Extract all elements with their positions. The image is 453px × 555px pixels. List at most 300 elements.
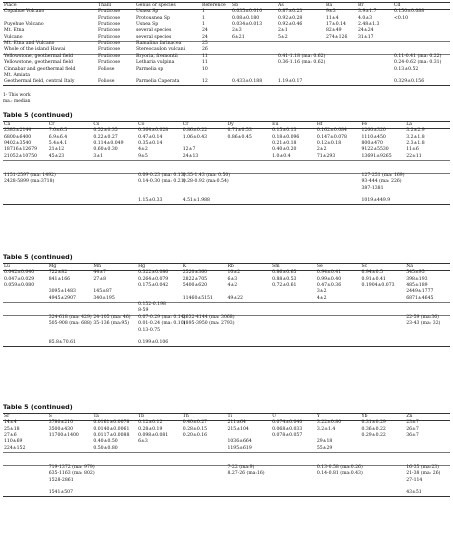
col-header: U xyxy=(271,414,316,421)
table-cell: 1019±449.9 xyxy=(361,199,406,205)
table-cell: 2632-4144 (ma: 3068) xyxy=(182,315,235,321)
table-cell: 44±7 xyxy=(93,270,106,276)
table-cell: 0.059±0.080 xyxy=(4,282,35,288)
table-cell: 27-114 xyxy=(406,477,423,483)
table-cell: Mt. Amiata xyxy=(4,73,30,79)
table-cell: 0.042±0.040 xyxy=(4,270,35,276)
table-cell: Parmelia sp xyxy=(136,66,164,72)
table-cell: 274±126 xyxy=(326,34,348,40)
table-cell: Usnea Sp xyxy=(136,9,159,15)
table-cell: 11460±5151 xyxy=(182,295,213,301)
table-cell: 545±95 xyxy=(406,270,425,276)
table-cell: 0.24-0.62 (ma: 0.31) xyxy=(394,60,442,66)
table-cell: 4.0±3 xyxy=(358,15,373,21)
col-header-thalli: Thalli xyxy=(97,3,135,10)
table-cell: 6800±6400 xyxy=(4,134,32,140)
col-header: Mn xyxy=(92,264,137,271)
table-cell: 49±22 xyxy=(227,295,243,301)
table-cell: 25±18 xyxy=(4,426,20,432)
table-cell: Foliose xyxy=(97,80,135,86)
table-cell: 9±3 xyxy=(326,9,336,15)
table-cell: Mt. Etna xyxy=(4,28,25,34)
table-cell: several species xyxy=(136,28,172,34)
table-cell: 16-35 (ma:23) xyxy=(405,465,450,471)
table-cell: 0.28±0.19 xyxy=(138,426,163,432)
table-cell: 0.35-1.43 (ma: 0.50) xyxy=(182,173,231,179)
table-cell: 0.13-0.75 xyxy=(138,327,161,333)
table-cell: 0.92±0.28 xyxy=(278,15,303,21)
table-cell: 24±24 xyxy=(358,28,374,34)
table-cell: 18716±12679 xyxy=(4,147,38,153)
table-cell: 3.2±1.4 xyxy=(316,426,336,432)
table-cell: Fruticose xyxy=(98,28,121,34)
table-cell xyxy=(3,341,48,347)
table-cell: Geothermal field, central Italy xyxy=(3,80,97,86)
table-cell: 0.078±0.057 xyxy=(272,432,303,438)
table-cell: 324-618 (ma: 429) xyxy=(48,315,92,321)
table-cell xyxy=(405,199,450,205)
table-cell: 4.51±1.988 xyxy=(182,199,227,205)
table-cell: 9402±3540 xyxy=(4,140,32,146)
table5b-body xyxy=(3,128,450,205)
table-cell: 722±82 xyxy=(48,270,68,276)
table-cell: 11±6 xyxy=(406,147,419,153)
table-row xyxy=(3,491,450,497)
table-cell: 0.40±0.20 xyxy=(272,147,297,153)
table-row xyxy=(3,80,450,86)
table-cell: 0.60±0.30 xyxy=(93,147,118,153)
table-cell: 43±51 xyxy=(405,491,450,497)
table-cell: 35-136 (ma:95) xyxy=(93,321,130,327)
table-cell xyxy=(92,491,137,497)
table-cell xyxy=(182,341,227,347)
table-cell: 0.047±0.029 xyxy=(4,276,35,282)
table-cell: 0.14-0.81 (ma:0.43) xyxy=(316,471,363,477)
table-cell xyxy=(92,199,137,205)
col-header: Sm xyxy=(271,264,316,271)
table-cell: 0.199±0.106 xyxy=(137,341,182,347)
table-cell: 17±0.14 xyxy=(326,21,346,27)
table-cell: 23-43 (ma: 32) xyxy=(406,321,441,327)
col-header: Cr xyxy=(182,122,227,129)
table-cell: Fruticose xyxy=(98,15,121,21)
col-header-ba: Ba xyxy=(325,3,357,10)
table-cell: 1200±320 xyxy=(361,128,386,134)
col-header: Y xyxy=(316,414,361,421)
table-cell xyxy=(3,199,48,205)
table-cell: 1.06±0.43 xyxy=(182,134,208,140)
table-cell: 21±12 xyxy=(48,147,65,153)
table-cell: 1541±507 xyxy=(48,491,93,497)
table-cell: 0.36-1.16 (ma: 0.62) xyxy=(278,60,326,66)
table-cell: 14±4 xyxy=(4,420,17,426)
table-cell: 5.4±4.1 xyxy=(48,140,68,146)
table-cell: <0.10 xyxy=(394,15,409,21)
table-cell: 0.0161±0.0078 xyxy=(93,420,130,426)
table-cell: 215±104 xyxy=(227,426,249,432)
table-cell: 27±8 xyxy=(93,276,106,282)
col-header: Yb xyxy=(361,414,406,421)
footnote-median: ma.: median xyxy=(3,99,31,104)
table-cell: 0.0140±0.0061 xyxy=(93,426,130,432)
table-cell: 0.35±0.14 xyxy=(138,140,163,146)
table-cell: 25 xyxy=(201,41,231,47)
table-cell xyxy=(325,80,357,86)
table-cell: 0.329±0.156 xyxy=(393,80,450,86)
table-cell: 0.264±0.079 xyxy=(138,276,169,282)
table-cell: 3.2±1.8 xyxy=(406,134,425,140)
table-cell: 55±29 xyxy=(316,445,333,451)
table-cell: 0.86±0.22 xyxy=(182,128,208,134)
table-cell: 11 xyxy=(201,54,231,60)
table-cell: 5400±620 xyxy=(182,282,208,288)
table-cell: 127-251 (ma: 169) xyxy=(361,173,405,179)
table-cell: 2±2 xyxy=(316,147,327,153)
table-cell: 1 xyxy=(202,21,205,27)
table-cell: 27±6 xyxy=(4,432,17,438)
table-cell: 24 xyxy=(202,28,208,34)
table-cell: 0.034±0.013 xyxy=(232,21,263,27)
table-cell: 3095±1483 xyxy=(48,289,76,295)
table-cell: 0.08±0.180 xyxy=(232,15,260,21)
table5d xyxy=(3,413,450,497)
table-cell: 635-1163 (ma: 802) xyxy=(48,471,95,477)
table-cell: several species xyxy=(136,34,172,40)
table-cell xyxy=(137,491,182,497)
table-cell: 11±4 xyxy=(326,15,339,21)
table-cell: 0.147±0.078 xyxy=(316,134,347,140)
table-cell: 0.07-0.29 (ma: 0.14) xyxy=(138,315,186,321)
table-cell: Fruticose xyxy=(98,34,121,40)
table5c-table xyxy=(3,263,450,347)
table-cell: 1528-2861 xyxy=(48,477,74,483)
table-cell: 0.09-0.23 (ma: 0.13) xyxy=(138,173,186,179)
table-cell: Stereocaulon vulcani xyxy=(136,47,186,53)
table-cell: 0.1904±0.073 xyxy=(361,282,395,288)
table-cell: 21-38 (ma: 26) xyxy=(406,471,441,477)
col-header-br: Br xyxy=(357,3,393,10)
table-cell xyxy=(316,341,361,347)
table-cell: 0.40±0.27 xyxy=(182,420,208,426)
col-header-as: As xyxy=(277,3,325,10)
table5c-body xyxy=(3,270,450,347)
table-cell: 110±69 xyxy=(4,439,23,445)
table-cell xyxy=(361,341,406,347)
table-cell: 2520±360 xyxy=(182,270,208,276)
table-cell: 0.50±0.80 xyxy=(93,445,118,451)
col-header-place: Place xyxy=(3,3,97,10)
col-header: Sr xyxy=(3,414,48,421)
col-header: Co xyxy=(137,122,182,129)
table-cell: 6±21 xyxy=(232,34,245,40)
table-cell: Usnea Sp xyxy=(136,21,159,27)
table-cell: 0.91±0.41 xyxy=(361,276,386,282)
table-cell: 24-105 (ma: 46) xyxy=(92,315,137,321)
col-header: La xyxy=(405,122,450,129)
table-cell: 2±3 xyxy=(232,28,242,34)
table-cell: 841±166 xyxy=(48,276,71,282)
table5b-caption: Table 5 (continued) xyxy=(3,111,73,119)
table-cell: 211±64 xyxy=(227,420,246,426)
table-cell: Fruticose xyxy=(98,9,121,15)
table-cell xyxy=(182,491,227,497)
table-cell: 7-22 (ma:9) xyxy=(226,465,271,471)
table5-main-table xyxy=(3,2,450,86)
table5-main xyxy=(3,2,450,86)
table-cell: 387-1381 xyxy=(361,185,384,191)
table-cell: 4945±2907 xyxy=(48,295,76,301)
table-cell xyxy=(357,80,393,86)
table-cell: 1.19±0.17 xyxy=(277,80,325,86)
table-cell: 21052±10750 xyxy=(4,153,38,159)
table-cell: Parmelia Caperata xyxy=(135,80,201,86)
table-cell: 0.364±0.028 xyxy=(138,128,169,134)
table-cell: 22±11 xyxy=(406,153,422,159)
table-cell: 1110±450 xyxy=(361,134,386,140)
table-cell: 1.15±0.33 xyxy=(137,199,182,205)
table-cell: 5±2 xyxy=(278,34,288,40)
table-cell: 13691±9265 xyxy=(361,153,392,159)
col-header: Rb xyxy=(226,264,271,271)
table-cell: 224±152 xyxy=(4,445,26,451)
table-cell: 3.2±2.9 xyxy=(406,128,425,134)
table-cell: 0.22±0.27 xyxy=(93,134,118,140)
table-cell xyxy=(361,491,406,497)
col-header-sb: Sb xyxy=(231,3,277,10)
table-cell: Fruticose xyxy=(98,60,121,66)
table-cell: 145±87 xyxy=(93,289,112,295)
table-cell: 10±2 xyxy=(227,270,241,276)
table-cell: 0.20±0.16 xyxy=(182,432,208,438)
table-cell: 1151-2597 (ma: 1492) xyxy=(4,173,56,179)
col-header-cd: Cd xyxy=(393,3,450,10)
col-header: Fe xyxy=(361,122,406,129)
footnote-this-work: 1- This work xyxy=(3,93,31,98)
table-cell: Fruticose xyxy=(98,47,121,53)
table-cell: 3±1 xyxy=(93,153,104,159)
table-cell: 82±49 xyxy=(326,28,342,34)
table-cell: 0.152-0.198 xyxy=(137,302,182,308)
table-cell: 7.0±6.5 xyxy=(48,128,68,134)
table-cell: 10 xyxy=(202,66,208,72)
col-header: Zn xyxy=(405,414,450,421)
table-cell: 0.13-0.58 (ma:0.26) xyxy=(316,465,363,471)
table-cell: 0.52±0.35 xyxy=(93,128,118,134)
col-header: Cs xyxy=(92,122,137,129)
table-cell: 0.150±0.088 xyxy=(394,9,425,15)
table-cell: 12±7 xyxy=(182,147,196,153)
col-header: Dy xyxy=(226,122,271,129)
table-cell: Whole of the island Hawai xyxy=(4,47,66,53)
table-cell: Letharia vulpina xyxy=(136,60,175,66)
table-cell: Cinnabar and geothermal field xyxy=(4,66,76,72)
col-header: Ca xyxy=(3,122,48,129)
col-header: Th xyxy=(182,414,227,421)
table-header-row xyxy=(3,3,450,10)
table-cell: 9122±5530 xyxy=(361,147,389,153)
table-cell: Bryoria, fremontii xyxy=(135,54,201,60)
col-header: Hg xyxy=(137,264,182,271)
table-cell: 3.9±1.7 xyxy=(358,9,377,15)
table-cell: 0.41-1.18 (ma: 0.62) xyxy=(278,54,326,60)
table-cell: 1 xyxy=(202,9,205,15)
table-cell: Vulcano xyxy=(4,34,23,40)
table-cell: 0.098±0.081 xyxy=(138,432,169,438)
table-cell: 398±193 xyxy=(406,276,428,282)
col-header: Na xyxy=(405,264,450,271)
table-cell: 340±195 xyxy=(93,295,115,301)
table-cell: 8.27-26 (ma:16) xyxy=(227,471,265,477)
table-cell: 0.86±0.45 xyxy=(227,134,252,140)
table-cell: 4±2 xyxy=(227,282,238,288)
table-cell: 0.47±0.14 xyxy=(138,134,163,140)
table-cell: 0.12±0.12 xyxy=(138,420,163,426)
col-header-reference: Reference xyxy=(201,3,231,10)
col-header-genus: Genus or species xyxy=(135,3,201,10)
table-cell: 0.0117±0.0088 xyxy=(93,432,130,438)
table-cell: Yellowstone, geothermal field xyxy=(3,54,97,60)
table-cell: 0.035±0.010 xyxy=(232,9,263,15)
table-cell: 0.074±0.040 xyxy=(272,420,303,426)
table-cell: 485±189 xyxy=(406,282,428,288)
table-cell: 0.14-0.30 (ma: 0.21) xyxy=(138,179,186,185)
table-cell: 9±5 xyxy=(138,153,148,159)
table-cell: 0.87±0.23 xyxy=(278,9,303,15)
table-cell: 1 xyxy=(202,15,205,21)
table-cell: 4±2 xyxy=(316,295,327,301)
table-cell xyxy=(92,341,137,347)
table-cell: 1895-3950 (ma: 2793) xyxy=(182,321,235,327)
table-cell: 22-59 (ma:36) xyxy=(405,315,450,321)
table-cell: Copahue Volcano xyxy=(4,9,45,15)
table-cell: 8-59 xyxy=(138,308,149,314)
col-header: Mg xyxy=(48,264,93,271)
table-cell: Mt. Etna and Vulcano xyxy=(3,41,97,47)
table-cell: 24 xyxy=(202,34,208,40)
table-cell: Puyehue Volcano xyxy=(4,21,44,27)
table-cell: 0.13±0.52 xyxy=(394,66,419,72)
table-cell: 3500±430 xyxy=(48,426,73,432)
table5d-body xyxy=(3,420,450,497)
table-cell: 0.322±0.086 xyxy=(138,270,169,276)
table-cell: 6±3 xyxy=(138,439,148,445)
col-header: Se xyxy=(316,264,361,271)
table-cell: 85.8±70.61 xyxy=(48,341,93,347)
table-cell: 0.18±0.096 xyxy=(272,134,300,140)
table-cell xyxy=(3,491,48,497)
col-header: Ti xyxy=(226,414,271,421)
table-cell: 26±7 xyxy=(406,426,419,432)
table-cell: 0.433±0.188 xyxy=(231,80,277,86)
table-cell: 45±23 xyxy=(48,153,65,159)
table-cell: 1195±619 xyxy=(227,445,252,451)
table-cell: 11700±1400 xyxy=(48,432,79,438)
table-cell: 6±3 xyxy=(227,276,238,282)
table-cell: 2.3±1.8 xyxy=(406,140,425,146)
table-cell: 3±2 xyxy=(316,289,327,295)
table-cell xyxy=(316,491,361,497)
table-cell: 2449±1777 xyxy=(406,289,434,295)
table-cell: 0.29±0.22 xyxy=(361,432,386,438)
table5-main-body xyxy=(3,9,450,86)
table5b xyxy=(3,121,450,205)
table-cell: 0.94±0.41 xyxy=(316,270,342,276)
table-cell: Yellowstone, geothermal field xyxy=(4,60,73,66)
table-cell: 800±470 xyxy=(361,140,383,146)
table-row xyxy=(3,420,450,426)
table-cell: 2428-5899 (ma:3718) xyxy=(4,179,55,185)
table-cell: Fruticose xyxy=(97,54,135,60)
table-cell xyxy=(226,341,271,347)
table5c xyxy=(3,263,450,347)
table-cell: 0.88±0.53 xyxy=(272,276,297,282)
table-cell: 0.28-0.92 (ma:0.54) xyxy=(182,179,229,185)
table-row xyxy=(3,341,450,347)
table-cell xyxy=(405,341,450,347)
col-header: Eu xyxy=(271,122,316,129)
table5c-caption: Table 5 (continued) xyxy=(3,253,73,261)
table-cell xyxy=(48,199,93,205)
table-cell: 0.12±0.18 xyxy=(316,140,342,146)
table-cell: 0.40±0.50 xyxy=(93,439,118,445)
table-cell: 0.72±0.61 xyxy=(272,282,297,288)
table-cell: 0.28±0.15 xyxy=(182,426,208,432)
table-cell: 719-1372 (ma: 979) xyxy=(48,465,95,471)
table-cell xyxy=(316,199,361,205)
table-cell: 11 xyxy=(202,60,208,66)
table-cell: 0.92±0.46 xyxy=(278,21,303,27)
table-cell: 29±18 xyxy=(316,439,333,445)
table-cell: 12 xyxy=(201,80,231,86)
table-cell: 0.175±0.042 xyxy=(138,282,169,288)
col-header: Tb xyxy=(137,414,182,421)
table-cell: 3.22±0.80 xyxy=(316,420,342,426)
table-cell: 6.9±6.4 xyxy=(48,134,68,140)
table-cell: 0.114±0.049 xyxy=(93,140,124,146)
table-cell: Fruticose xyxy=(97,41,135,47)
table-cell: Ramalina farinacea xyxy=(135,41,201,47)
table-cell: 0.162±0.084 xyxy=(316,128,347,134)
table-cell: 0.36±0.22 xyxy=(361,426,386,432)
table-cell: 505-908 (ma: 688) xyxy=(48,321,92,327)
table-cell: 0.31±0.29 xyxy=(361,420,386,426)
table5d-caption: Table 5 (continued) xyxy=(3,403,73,411)
table-cell: 6871±4645 xyxy=(406,295,434,301)
table-cell: Foliose xyxy=(98,66,115,72)
table-cell: 0.01-0.24 (ma: 0.10) xyxy=(138,321,186,327)
table-cell: 31±17 xyxy=(358,34,374,40)
table-cell: 23±7 xyxy=(406,420,419,426)
table-row xyxy=(3,199,450,205)
table5b-table xyxy=(3,121,450,205)
table-cell: Protousnea Sp xyxy=(136,15,170,21)
table-cell: 26 xyxy=(202,47,208,53)
table-cell: 2.48±1.3 xyxy=(358,21,380,27)
table-cell: 1036±664 xyxy=(227,439,252,445)
col-header: Hf xyxy=(316,122,361,129)
table-cell: 0.94±0.5 xyxy=(361,270,383,276)
table-cell: 1.0±0.4 xyxy=(272,153,291,159)
table-cell: 0.86±0.65 xyxy=(272,270,297,276)
table-cell: 3780±210 xyxy=(48,420,73,426)
table-cell: 0.47±0.36 xyxy=(316,282,342,288)
table-cell xyxy=(271,491,316,497)
col-header: Lu xyxy=(3,264,48,271)
table-cell: 0.99±0.40 xyxy=(316,276,342,282)
table-cell: Fruticose xyxy=(98,21,121,27)
table-cell xyxy=(226,199,271,205)
col-header: K xyxy=(182,264,227,271)
